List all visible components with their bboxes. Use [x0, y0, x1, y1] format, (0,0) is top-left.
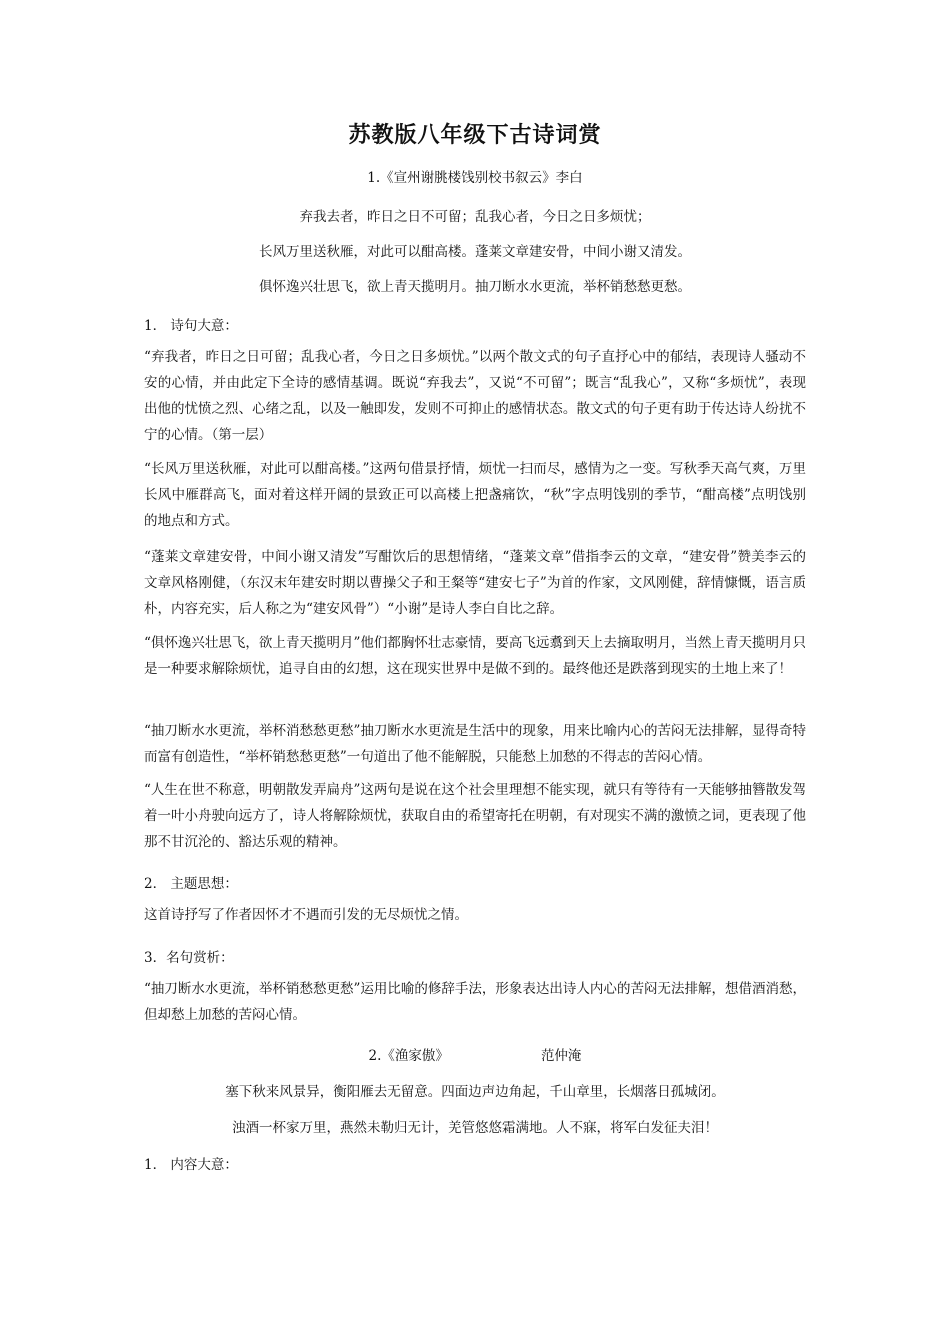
document-title: 苏教版八年级下古诗词赏	[348, 123, 602, 148]
poem1-paragraph-5: “抽刀断水水更流，举杯消愁愁更愁”抽刀断水水更流是生活中的现象，用来比喻内心的苦闷无法排解，显得奇特而富有创造性，“举杯销愁愁更愁”一句道出了他不能解脱，只能愁上加愁的不得志的苦闷心情。	[144, 723, 806, 765]
poem1-paragraph-1: “弃我者，昨日之日可留；乱我心者，今日之日多烦忧。”以两个散文式的句子直抒心中的郁结，表现诗人骚动不安的心情，并由此定下全诗的感情基调。既说“弃我去”，又说“不可留”；既言“乱我心”，又称“多烦忧”，表现出他的忧愤之烈、心绪之乱，以及一触即发，发则不可抑止的感情状态。散文式的句子更有助于传达诗人纷扰不宁的心情。（第一层）	[144, 349, 806, 443]
poem2-title: 2.《渔家傲》	[368, 1048, 449, 1064]
poem1-paragraph-4: “俱怀逸兴壮思飞，欲上青天揽明月”他们都胸怀壮志豪情，要高飞远翥到天上去摘取明月，当然上青天揽明月只是一种要求解除烦忧，追寻自由的幻想，这在现实世界中是做不到的。最终他还是跌落到现实的土地上来了！	[144, 635, 806, 677]
poem2-line-2: 浊酒一杯家万里，燕然未勒归无计，羌管悠悠霜满地。人不寐，将军白发征夫泪！	[232, 1120, 718, 1136]
poem2-line-1: 塞下秋来风景异，衡阳雁去无留意。四面边声边角起，千山章里，长烟落日孤城闭。	[225, 1084, 725, 1100]
poem2-author: 范仲淹	[540, 1048, 582, 1064]
poem1-line-2: 长风万里送秋雁，对此可以酣高楼。蓬莱文章建安骨，中间小谢又清发。	[259, 244, 691, 260]
poem1-theme: 这首诗抒写了作者因怀才不遇而引发的无尽烦忧之情。	[144, 907, 468, 923]
poem1-heading: 1.《宣州谢朓楼饯别校书叙云》李白	[367, 170, 583, 186]
poem1-section3-heading: 3．名句赏析：	[144, 950, 234, 966]
poem2-heading	[0, 1044, 950, 1064]
poem1-line-1: 弃我去者，昨日之日不可留；乱我心者，今日之日多烦忧；	[299, 209, 651, 225]
poem2-section1-heading: 1． 内容大意：	[144, 1157, 238, 1173]
poem1-section1-heading: 1． 诗句大意：	[144, 318, 238, 334]
poem1-line-3: 俱怀逸兴壮思飞，欲上青天揽明月。抽刀断水水更流，举杯销愁愁更愁。	[259, 279, 691, 295]
poem1-paragraph-3: “蓬莱文章建安骨，中间小谢又清发”写酣饮后的思想情绪，“蓬莱文章”借指李云的文章，“建安骨”赞美李云的文章风格刚健，（东汉末年建安时期以曹操父子和王粲等“建安七子”为首的作家，文风刚健，辞情慷慨，语言质朴，内容充实，后人称之为“建安风骨”）“小谢”是诗人李白自比之辞。	[144, 549, 806, 617]
poem1-paragraph-6: “人生在世不称意，明朝散发弄扁舟”这两句是说在这个社会里理想不能实现，就只有等待有一天能够抽簪散发驾着一叶小舟驶向远方了，诗人将解除烦忧，获取自由的希望寄托在明朝，有对现实不满的激愤之词，更表现了他那不甘沉沦的、豁达乐观的精神。	[144, 782, 806, 850]
poem1-famous-lines: “抽刀断水水更流，举杯销愁愁更愁”运用比喻的修辞手法，形象表达出诗人内心的苦闷无法排解，想借酒消愁，但却愁上加愁的苦闷心情。	[144, 981, 806, 1023]
poem1-paragraph-2: “长风万里送秋雁，对此可以酣高楼。”这两句借景抒情，烦忧一扫而尽，感情为之一变。写秋季天高气爽，万里长风中雁群高飞，面对着这样开阔的景致正可以高楼上把盏痛饮，“秋”字点明饯别的季节，“酣高楼”点明饯别的地点和方式。	[144, 461, 806, 529]
poem1-section2-heading: 2． 主题思想：	[144, 876, 238, 892]
